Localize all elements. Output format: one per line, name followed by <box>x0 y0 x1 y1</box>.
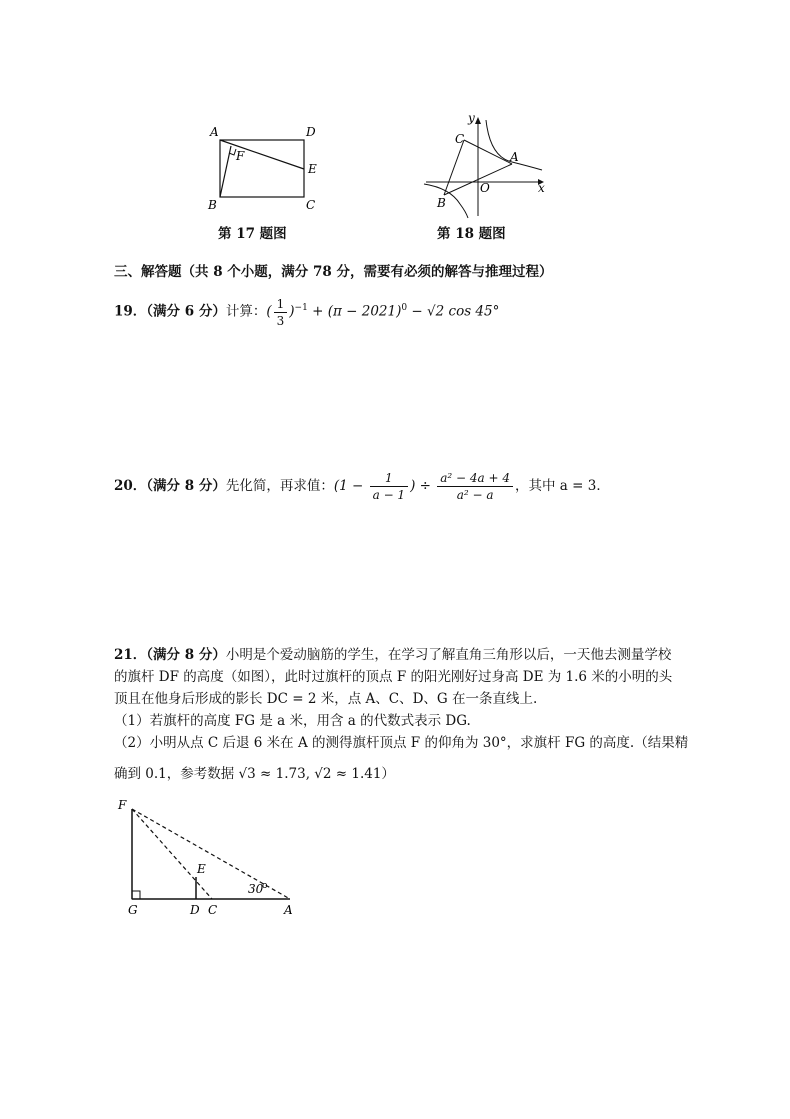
figure-21 <box>112 795 302 920</box>
q21-score: （满分 8 分） <box>146 647 226 663</box>
label-angle: 30 <box>248 882 264 896</box>
label-e: E <box>197 862 206 876</box>
label-b: B <box>437 196 446 210</box>
label-f: F <box>236 149 245 163</box>
label-g: G <box>128 903 138 917</box>
q19-end: − √2 cos 45° <box>407 303 500 320</box>
q21-line-3: 顶且在他身后形成的影长 DC = 2 米，点 A、C、D、G 在一条直线上. <box>114 691 538 707</box>
q20-score: （满分 8 分） <box>146 478 226 494</box>
label-d: D <box>190 903 200 917</box>
q19-sup2: 0 <box>401 303 408 313</box>
q20-number: 20． <box>114 478 147 494</box>
rectangle-abcd <box>220 140 304 197</box>
section-heading: 三、解答题（共 8 个小题，满分 78 分，需要有必须的解答与推理过程） <box>114 264 553 280</box>
segment-ca <box>464 140 512 164</box>
q20-f1-den: a − 1 <box>372 488 406 502</box>
q19-frac-num: 1 <box>274 296 288 313</box>
degree-mark: o <box>262 881 268 891</box>
q20-mid: ) ÷ <box>410 478 436 494</box>
right-angle-mark-g <box>132 891 140 899</box>
figure-17 <box>200 120 330 215</box>
label-a: A <box>210 125 219 139</box>
q20-prompt: 先化简，再求值： <box>225 478 334 494</box>
dashed-fc <box>132 809 212 899</box>
q20-f2-den: a² − a <box>456 488 494 502</box>
label-f: F <box>118 798 127 812</box>
label-a: A <box>510 150 519 164</box>
label-c: C <box>208 903 218 917</box>
q19-number: 19． <box>114 303 147 320</box>
label-d: D <box>306 125 316 139</box>
q19-open: ( <box>266 303 272 320</box>
q20-fraction-1 <box>370 470 408 503</box>
q19-score: （满分 6 分） <box>146 303 226 320</box>
q19-mid: + (π − 2021) <box>307 303 402 320</box>
q21-line-1 <box>114 645 671 665</box>
question-20 <box>114 466 610 506</box>
q19-prompt: 计算： <box>225 303 267 320</box>
q21-text-1: 小明是个爱动脑筋的学生，在学习了解直角三角形以后，一天他去测量学校 <box>225 647 672 663</box>
label-c: C <box>455 132 465 146</box>
label-x: x <box>538 181 545 195</box>
label-c: C <box>306 198 316 212</box>
q21-number: 21． <box>114 647 147 663</box>
q21-line-5: （2）小明从点 C 后退 6 米在 A 的测得旗杆顶点 F 的仰角为 30°，求旗杆 FG 的高度.（结果精 <box>114 735 689 751</box>
q21-line-2: 的旗杆 DF 的高度（如图），此时过旗杆的顶点 F 的阳光刚好过身高 DE 为 1.6 米的小明的头 <box>114 669 673 685</box>
q20-f1-num: 1 <box>370 470 408 487</box>
q19-frac-den: 3 <box>276 313 285 328</box>
label-b: B <box>208 198 217 212</box>
q20-fraction-2 <box>437 470 513 503</box>
question-19 <box>114 288 499 328</box>
label-e: E <box>308 162 317 176</box>
q21-line-4: （1）若旗杆的高度 FG 是 a 米，用含 a 的代数式表示 DG. <box>114 713 471 729</box>
q20-open: (1 − <box>333 478 368 494</box>
figure-18-caption: 第 18 题图 <box>437 226 506 242</box>
q20-end: ，其中 a = 3． <box>515 478 610 494</box>
q19-sup1: −1 <box>294 303 308 313</box>
q21-line-6: 确到 0.1，参考数据 √3 ≈ 1.73, √2 ≈ 1.41） <box>114 766 395 782</box>
q19-fraction <box>274 296 288 329</box>
figure-18 <box>420 112 550 220</box>
q19-close: ) <box>289 303 295 320</box>
label-a: A <box>284 903 293 917</box>
q20-f2-num: a² − 4a + 4 <box>437 470 513 487</box>
y-axis-arrow <box>475 117 481 124</box>
label-o: O <box>480 181 490 195</box>
label-y: y <box>468 112 475 125</box>
figure-17-caption: 第 17 题图 <box>218 226 287 242</box>
